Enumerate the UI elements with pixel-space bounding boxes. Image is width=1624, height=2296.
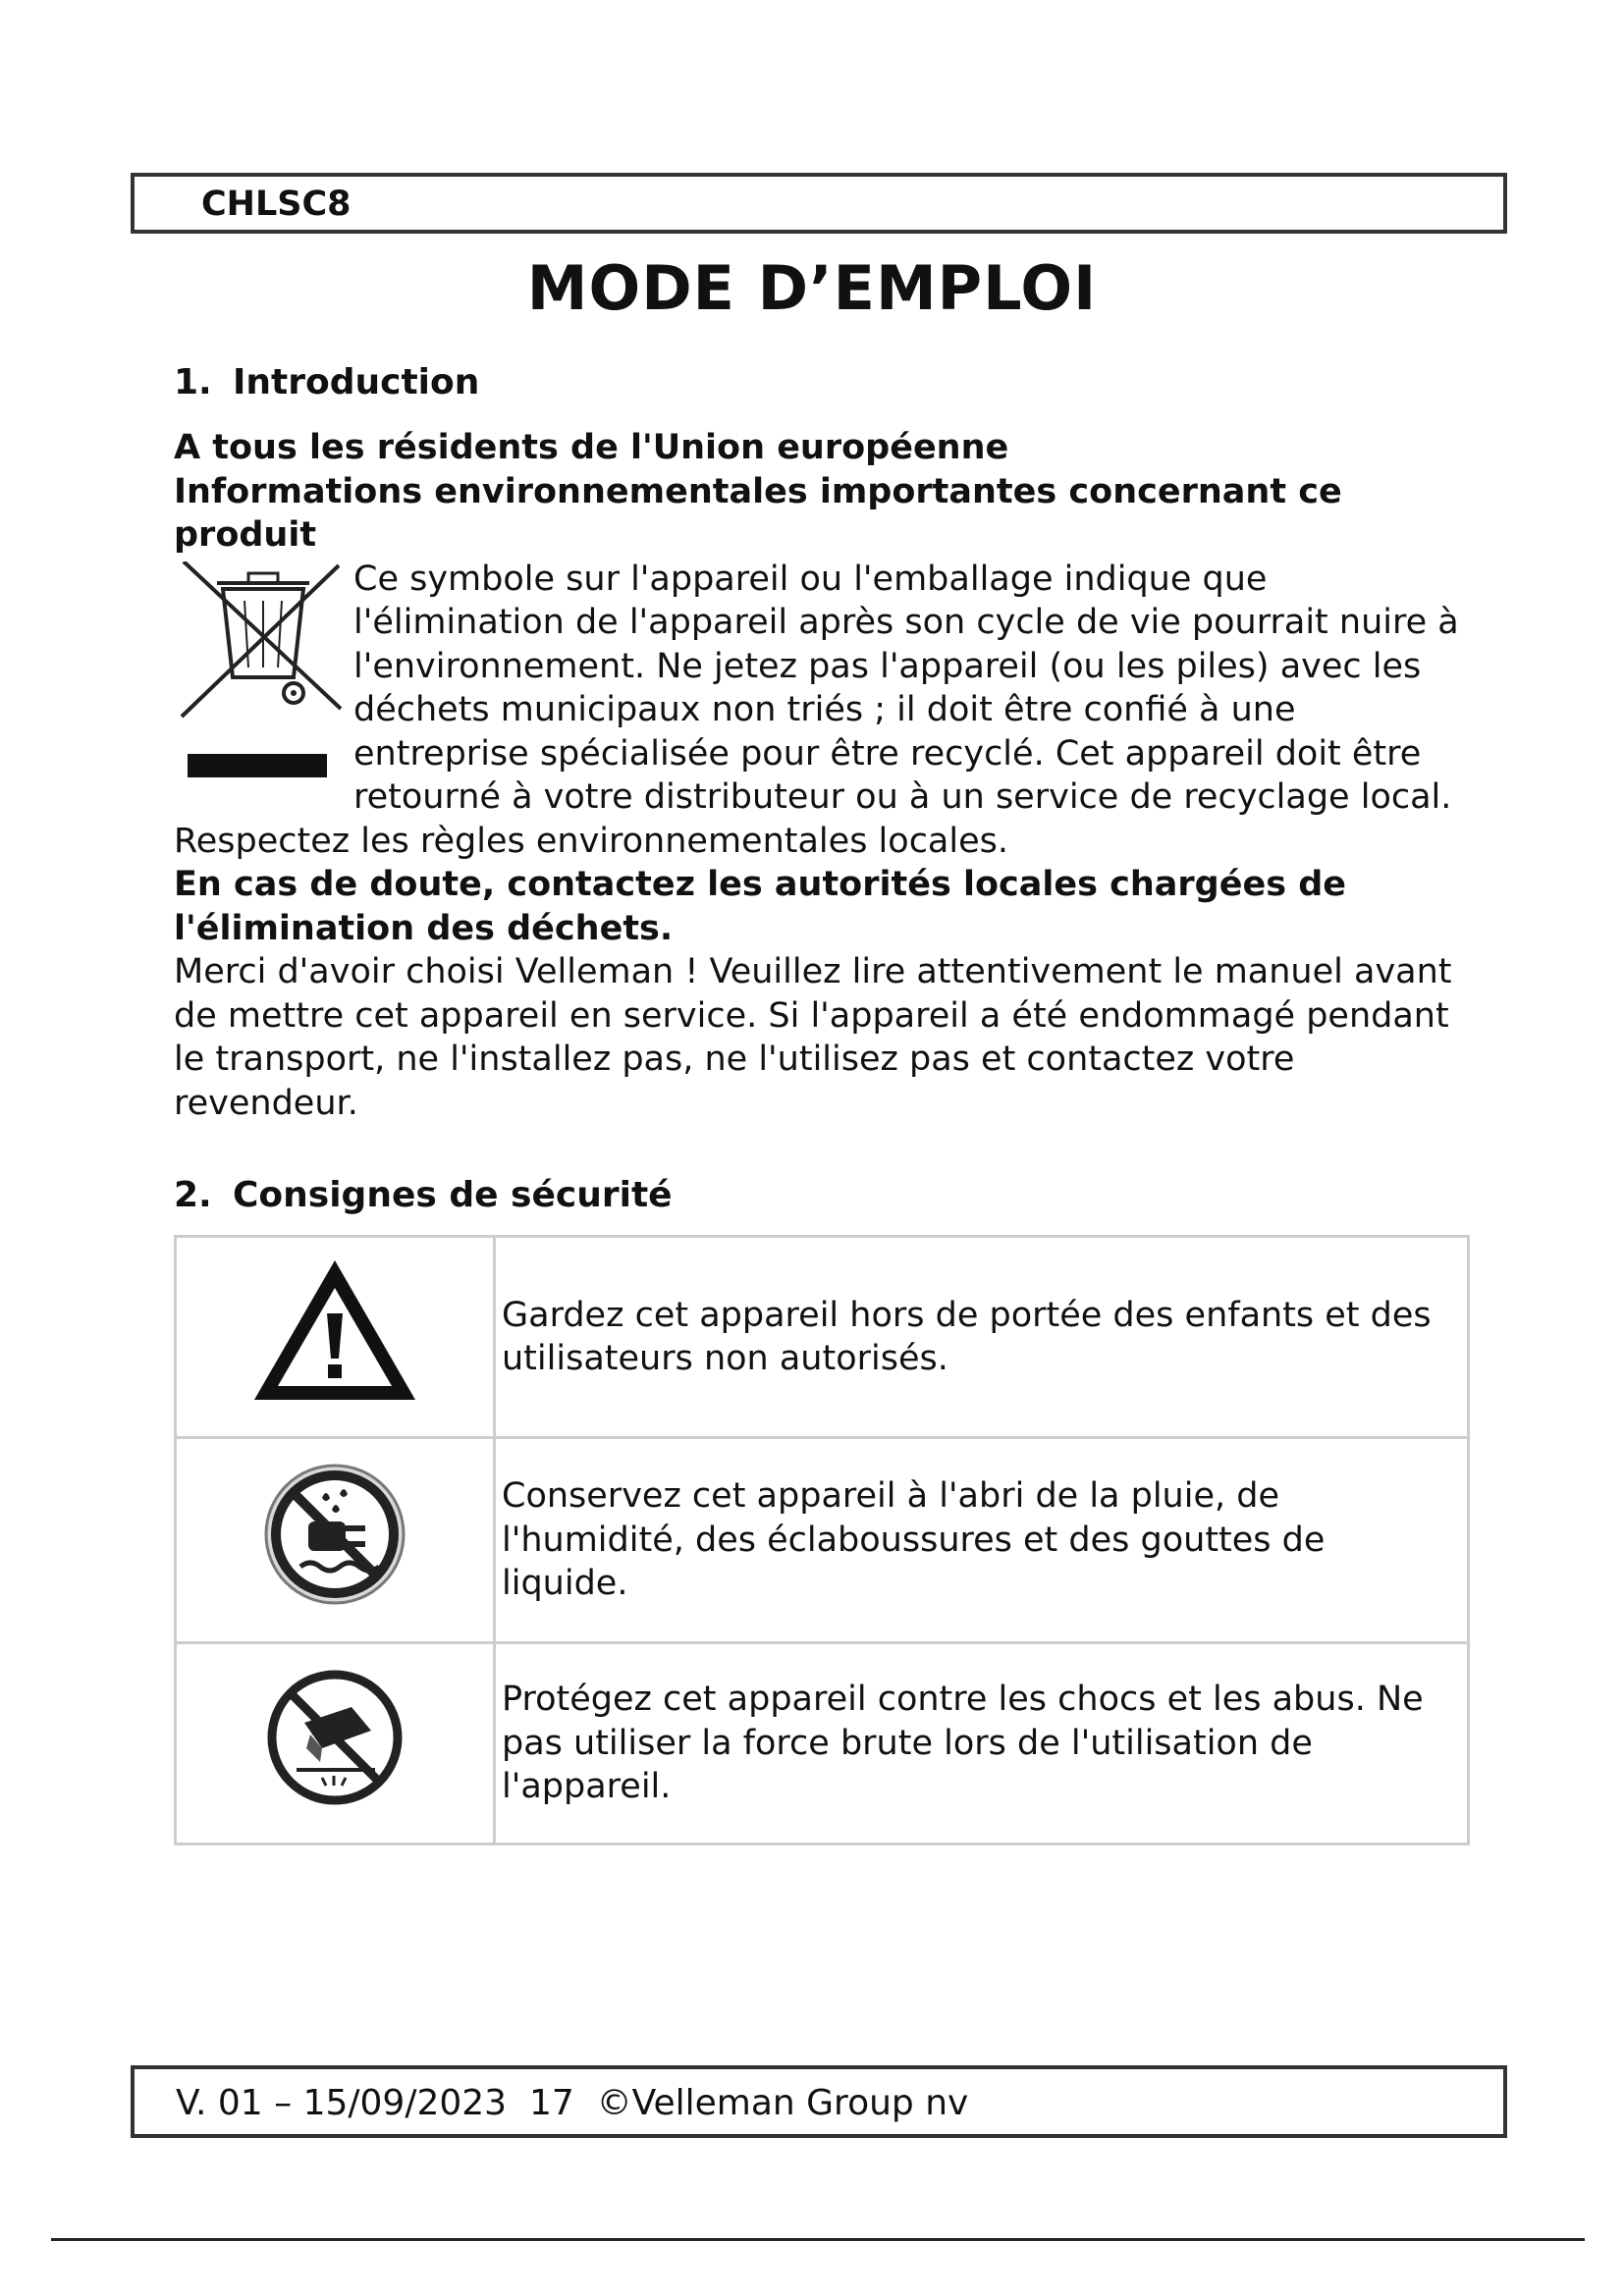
safety-table <box>174 1235 1470 1845</box>
section-2-heading <box>174 1174 1470 1217</box>
header-box <box>131 173 1507 234</box>
weee-block <box>174 558 1470 864</box>
thanks-text: Merci d'avoir choisi Velleman ! Veuillez lire attentivement le manuel avant de mettre cet appareil en service. Si l'appareil a été endommagé pendant le transport, ne l'installez pas, ne l'utilisez pas et contactez votre revendeur. <box>174 952 1452 1123</box>
no-moisture-icon <box>261 1461 408 1608</box>
safety-text-1: Gardez cet appareil hors de portée des enfants et des utilisateurs non autorisés. <box>495 1237 1469 1438</box>
doubt-text: En cas de doute, contactez les autorités locales chargées de l'élimination des déchets. <box>174 865 1347 948</box>
section-1-heading <box>174 361 1470 404</box>
section-1-title: Introduction <box>233 362 480 402</box>
section-2-title: Consignes de sécurité <box>233 1175 673 1215</box>
environment-info-heading: Informations environnementales importantes concernant ce produit <box>174 471 1342 555</box>
bottom-divider <box>51 2238 1585 2241</box>
eu-residents-heading: A tous les résidents de l'Union européenne <box>174 428 1009 467</box>
section-1-number: 1. <box>174 362 212 402</box>
footer-text: V. 01 – 15/09/2023 17 ©Velleman Group nv <box>176 2083 969 2123</box>
table-row <box>176 1438 1469 1643</box>
crossed-out-bin-icon <box>174 561 353 789</box>
weee-text: Ce symbole sur l'appareil ou l'emballage indique que l'élimination de l'appareil après son cycle de vie pourrait nuire à l'environnement. Ne jetez pas l'appareil (ou les piles) avec les déchets municipaux non triés ; il doit être confié à une entreprise spécialisée pour être recyclé. Cet appareil doit être retourné à votre distributeur ou à un service de recyclage local. Respectez les règles environnementales locales. <box>174 559 1459 861</box>
safety-text-3: Protégez cet appareil contre les chocs et les abus. Ne pas utiliser la force brute lors de l'utilisation de l'appareil. <box>495 1643 1469 1844</box>
page-title: MODE D’EMPLOI <box>526 252 1098 324</box>
main-content <box>174 361 1470 1845</box>
warning-triangle-icon <box>246 1253 423 1410</box>
model-number: CHLSC8 <box>201 185 352 224</box>
no-impact-icon <box>261 1664 408 1811</box>
section-2-number: 2. <box>174 1175 212 1215</box>
safety-text-2: Conservez cet appareil à l'abri de la pluie, de l'humidité, des éclaboussures et des gouttes de liquide. <box>495 1438 1469 1643</box>
table-row <box>176 1643 1469 1844</box>
footer-box <box>131 2065 1507 2138</box>
table-row <box>176 1237 1469 1438</box>
